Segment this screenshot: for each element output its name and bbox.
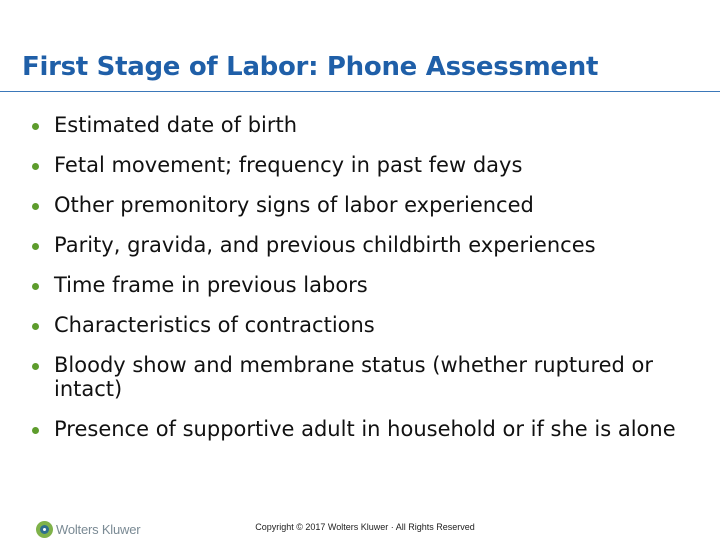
bullet-text: Parity, gravida, and previous childbirth experiences (54, 233, 596, 257)
bullet-text: Other premonitory signs of labor experienced (54, 193, 534, 217)
bullet-dot-icon (32, 427, 39, 434)
bullet-item (30, 153, 710, 177)
bullet-dot-icon (32, 163, 39, 170)
bullet-item (30, 353, 710, 401)
bullet-text: Estimated date of birth (54, 113, 298, 137)
logo-text: Wolters Kluwer (56, 521, 141, 537)
slide-title: First Stage of Labor: Phone Assessment (22, 52, 599, 82)
bullet-dot-icon (32, 323, 39, 330)
bullet-item (30, 113, 710, 137)
bullet-item (30, 313, 710, 337)
bullet-dot-icon (32, 363, 39, 370)
copyright-notice: Copyright © 2017 Wolters Kluwer · All Rights Reserved (255, 522, 475, 532)
bullet-item (30, 233, 710, 257)
bullet-item (30, 417, 710, 441)
bullet-dot-icon (32, 283, 39, 290)
bullet-item (30, 193, 710, 217)
bullet-text: Fetal movement; frequency in past few days (54, 153, 523, 177)
bullet-dot-icon (32, 243, 39, 250)
bullet-item (30, 273, 710, 297)
bullet-text: Characteristics of contractions (54, 313, 375, 337)
wolters-kluwer-logo-icon (36, 521, 53, 538)
publisher-logo (36, 519, 140, 539)
title-divider (0, 91, 720, 92)
bullet-list (30, 113, 710, 457)
bullet-dot-icon (32, 123, 39, 130)
bullet-text: Presence of supportive adult in household or if she is alone (54, 417, 676, 441)
bullet-dot-icon (32, 203, 39, 210)
bullet-text: Bloody show and membrane status (whether ruptured or intact) (54, 353, 654, 401)
bullet-text: Time frame in previous labors (54, 273, 368, 297)
